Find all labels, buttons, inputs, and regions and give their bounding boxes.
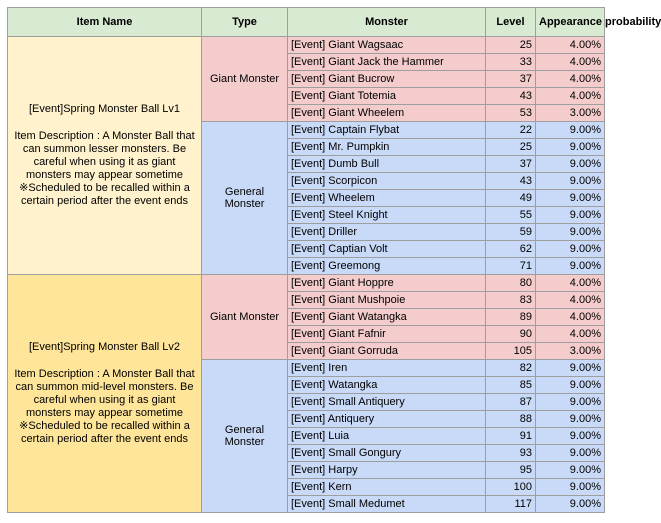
probability-cell: 9.00% xyxy=(536,258,605,275)
monster-cell: [Event] Giant Watangka xyxy=(288,309,486,326)
probability-cell: 9.00% xyxy=(536,207,605,224)
monster-cell: [Event] Giant Gorruda xyxy=(288,343,486,360)
monster-cell: [Event] Wheelem xyxy=(288,190,486,207)
monster-cell: [Event] Driller xyxy=(288,224,486,241)
level-cell: 22 xyxy=(486,122,536,139)
level-cell: 89 xyxy=(486,309,536,326)
probability-cell: 9.00% xyxy=(536,139,605,156)
monster-cell: [Event] Watangka xyxy=(288,377,486,394)
monster-cell: [Event] Greemong xyxy=(288,258,486,275)
level-cell: 37 xyxy=(486,71,536,88)
monster-cell: [Event] Giant Wagsaac xyxy=(288,37,486,54)
probability-cell: 4.00% xyxy=(536,88,605,105)
probability-cell: 4.00% xyxy=(536,292,605,309)
table-row xyxy=(8,37,605,54)
level-cell: 100 xyxy=(486,479,536,496)
level-cell: 83 xyxy=(486,292,536,309)
probability-cell: 9.00% xyxy=(536,479,605,496)
monster-cell: [Event] Harpy xyxy=(288,462,486,479)
level-cell: 55 xyxy=(486,207,536,224)
level-cell: 43 xyxy=(486,173,536,190)
level-cell: 91 xyxy=(486,428,536,445)
probability-cell: 3.00% xyxy=(536,343,605,360)
probability-cell: 9.00% xyxy=(536,224,605,241)
probability-cell: 9.00% xyxy=(536,190,605,207)
header-level: Level xyxy=(486,8,536,37)
level-cell: 62 xyxy=(486,241,536,258)
type-cell: General Monster xyxy=(202,122,288,275)
type-cell: Giant Monster xyxy=(202,37,288,122)
probability-cell: 9.00% xyxy=(536,394,605,411)
monster-cell: [Event] Small Antiquery xyxy=(288,394,486,411)
level-cell: 117 xyxy=(486,496,536,513)
probability-cell: 4.00% xyxy=(536,54,605,71)
level-cell: 88 xyxy=(486,411,536,428)
probability-cell: 9.00% xyxy=(536,377,605,394)
level-cell: 93 xyxy=(486,445,536,462)
level-cell: 37 xyxy=(486,156,536,173)
level-cell: 33 xyxy=(486,54,536,71)
probability-cell: 9.00% xyxy=(536,241,605,258)
level-cell: 25 xyxy=(486,37,536,54)
monster-cell: [Event] Small Medumet xyxy=(288,496,486,513)
level-cell: 59 xyxy=(486,224,536,241)
level-cell: 95 xyxy=(486,462,536,479)
header-monster: Monster xyxy=(288,8,486,37)
probability-cell: 9.00% xyxy=(536,156,605,173)
monster-cell: [Event] Captian Volt xyxy=(288,241,486,258)
item-cell xyxy=(8,275,202,513)
probability-cell: 3.00% xyxy=(536,105,605,122)
level-cell: 25 xyxy=(486,139,536,156)
monster-cell: [Event] Captain Flybat xyxy=(288,122,486,139)
monster-cell: [Event] Small Gongury xyxy=(288,445,486,462)
probability-cell: 4.00% xyxy=(536,326,605,343)
level-cell: 49 xyxy=(486,190,536,207)
level-cell: 85 xyxy=(486,377,536,394)
type-cell: General Monster xyxy=(202,360,288,513)
item-name: [Event]Spring Monster Ball Lv1 xyxy=(28,103,181,115)
monster-cell: [Event] Scorpicon xyxy=(288,173,486,190)
item-description: Item Description : A Monster Ball that can summon lesser monsters. Be careful when using it as giant monsters may appear sometime ※Scheduled to be recalled within a certain period after the event ends xyxy=(14,130,195,207)
header-row xyxy=(8,8,605,37)
type-cell: Giant Monster xyxy=(202,275,288,360)
monster-cell: [Event] Giant Hoppre xyxy=(288,275,486,292)
item-name: [Event]Spring Monster Ball Lv2 xyxy=(28,341,181,353)
monster-cell: [Event] Kern xyxy=(288,479,486,496)
level-cell: 90 xyxy=(486,326,536,343)
monster-cell: [Event] Steel Knight xyxy=(288,207,486,224)
probability-cell: 9.00% xyxy=(536,462,605,479)
item-description: Item Description : A Monster Ball that can summon mid-level monsters. Be careful when using it as giant monsters may appear sometime ※Scheduled to be recalled within a certain period after the event ends xyxy=(14,368,195,445)
monster-cell: [Event] Mr. Pumpkin xyxy=(288,139,486,156)
level-cell: 87 xyxy=(486,394,536,411)
probability-cell: 9.00% xyxy=(536,411,605,428)
monster-cell: [Event] Giant Fafnir xyxy=(288,326,486,343)
monster-cell: [Event] Giant Totemia xyxy=(288,88,486,105)
level-cell: 43 xyxy=(486,88,536,105)
level-cell: 80 xyxy=(486,275,536,292)
probability-cell: 4.00% xyxy=(536,37,605,54)
header-type: Type xyxy=(202,8,288,37)
monster-cell: [Event] Giant Mushpoie xyxy=(288,292,486,309)
level-cell: 82 xyxy=(486,360,536,377)
header-item-name: Item Name xyxy=(8,8,202,37)
probability-cell: 9.00% xyxy=(536,496,605,513)
table-row xyxy=(8,275,605,292)
header-probability: Appearance probability xyxy=(536,8,605,37)
monster-cell: [Event] Giant Jack the Hammer xyxy=(288,54,486,71)
level-cell: 53 xyxy=(486,105,536,122)
item-cell xyxy=(8,37,202,275)
probability-cell: 9.00% xyxy=(536,445,605,462)
probability-cell: 9.00% xyxy=(536,360,605,377)
probability-table xyxy=(7,7,661,513)
monster-cell: [Event] Antiquery xyxy=(288,411,486,428)
probability-cell: 4.00% xyxy=(536,71,605,88)
monster-cell: [Event] Giant Bucrow xyxy=(288,71,486,88)
monster-cell: [Event] Iren xyxy=(288,360,486,377)
monster-cell: [Event] Giant Wheelem xyxy=(288,105,486,122)
probability-cell: 9.00% xyxy=(536,428,605,445)
monster-cell: [Event] Dumb Bull xyxy=(288,156,486,173)
monster-cell: [Event] Luia xyxy=(288,428,486,445)
level-cell: 105 xyxy=(486,343,536,360)
probability-cell: 9.00% xyxy=(536,122,605,139)
probability-cell: 9.00% xyxy=(536,173,605,190)
table-body xyxy=(8,37,605,513)
probability-cell: 4.00% xyxy=(536,309,605,326)
level-cell: 71 xyxy=(486,258,536,275)
probability-cell: 4.00% xyxy=(536,275,605,292)
